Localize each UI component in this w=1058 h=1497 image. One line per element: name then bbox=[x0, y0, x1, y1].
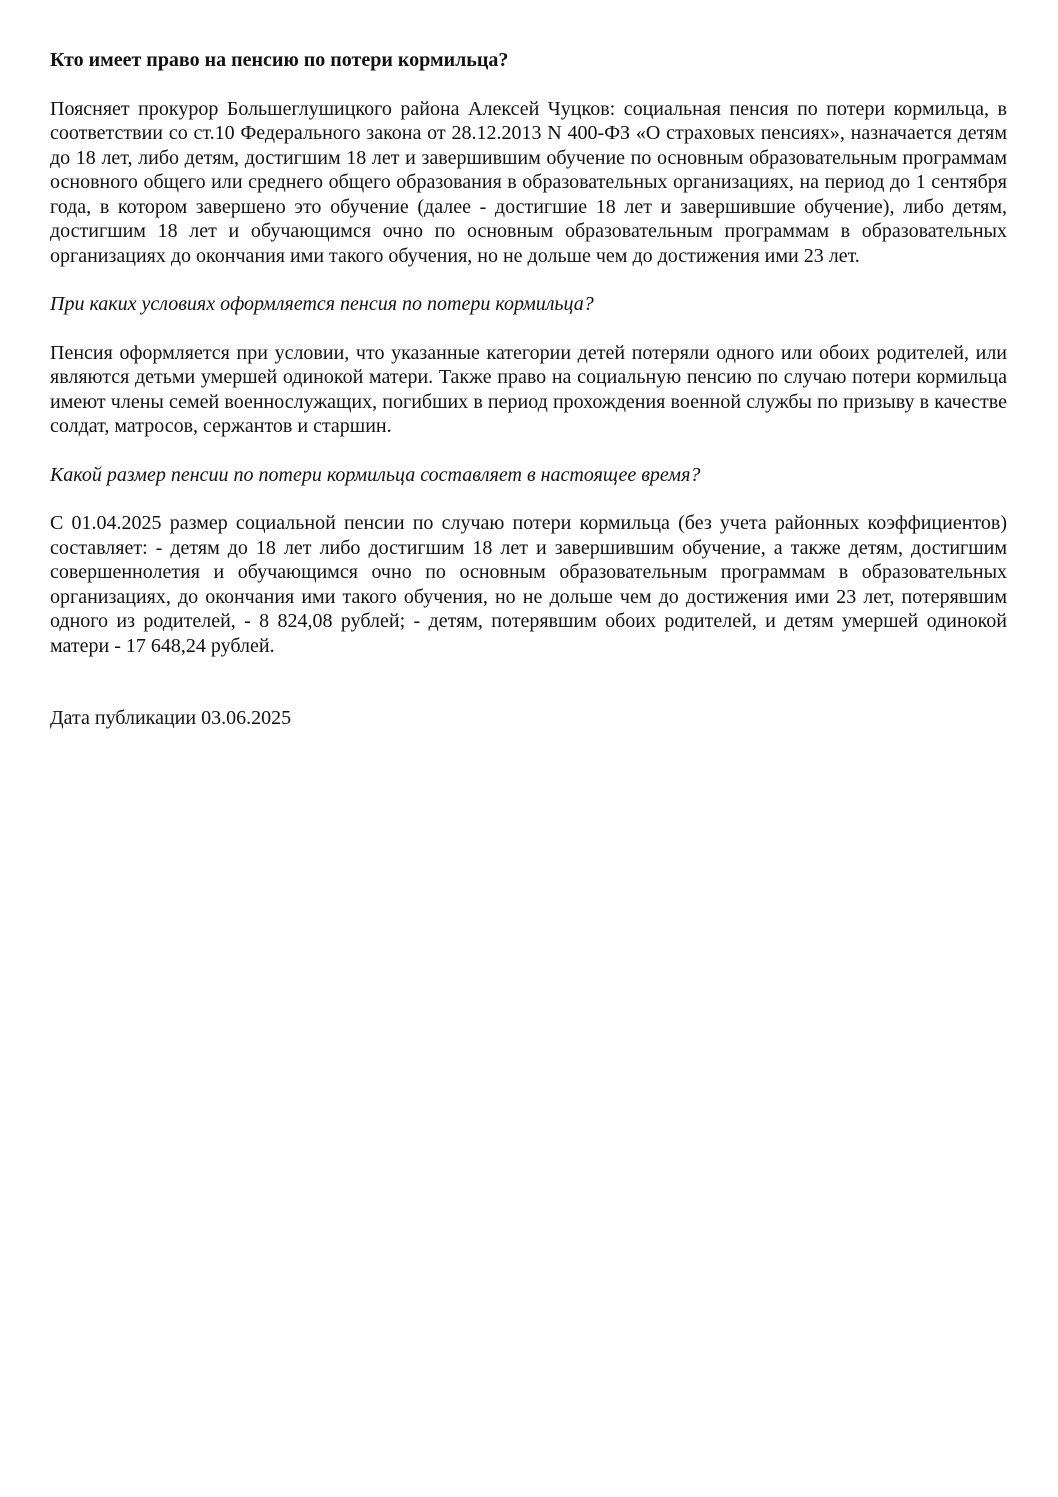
publication-date: Дата публикации 03.06.2025 bbox=[50, 707, 292, 729]
document-title: Кто имеет право на пенсию по потери кормильца? bbox=[50, 49, 509, 71]
question-conditions: При каких условиях оформляется пенсия по потери кормильца? bbox=[50, 293, 594, 315]
paragraph-intro: Поясняет прокурор Большеглушицкого района Алексей Чуцков: социальная пенсия по потери кормильца, в соответствии со ст.10 Федерального закона от 28.12.2013 N 400-ФЗ «О страховых пенсиях», назначается детям до 18 лет, либо детям, достигшим 18 лет и завершившим обучение по основным образовательным программам основного общего или среднего общего образования в образовательных организациях, на период до 1 сентября года, в котором завершено это обучение (далее - достигшие 18 лет и завершившие обучение), либо детям, достигшим 18 лет и обучающимся очно по основным образовательным программам в образовательных организациях до окончания ими такого обучения, но не дольше чем до достижения ими 23 лет. bbox=[50, 97, 1007, 267]
document-page bbox=[50, 48, 1007, 731]
question-amount: Какой размер пенсии по потери кормильца составляет в настоящее время? bbox=[50, 463, 701, 486]
paragraph-conditions: Пенсия оформляется при условии, что указанные категории детей потеряли одного или обоих родителей, или являются детьми умершей одинокой матери. Также право на социальную пенсию по случаю потери кормильца имеют члены семей военнослужащих, погибших в период прохождения военной службы по призыву в качестве солдат, матросов, сержантов и старшин. bbox=[50, 341, 1007, 437]
paragraph-amount: С 01.04.2025 размер социальной пенсии по случаю потери кормильца (без учета районных коэффициентов) составляет: - детям до 18 лет либо достигшим 18 лет и завершившим обучение, а также детям, достигшим совершеннолетия и обучающимся очно по основным образовательным программам в образовательных организациях, до окончания ими такого обучения, но не дольше чем до достижения ими 23 лет, потерявшим одного из родителей, - 8 824,08 рублей; - детям, потерявшим обоих родителей, и детям умершей одинокой матери - 17 648,24 рублей. bbox=[50, 512, 1007, 657]
